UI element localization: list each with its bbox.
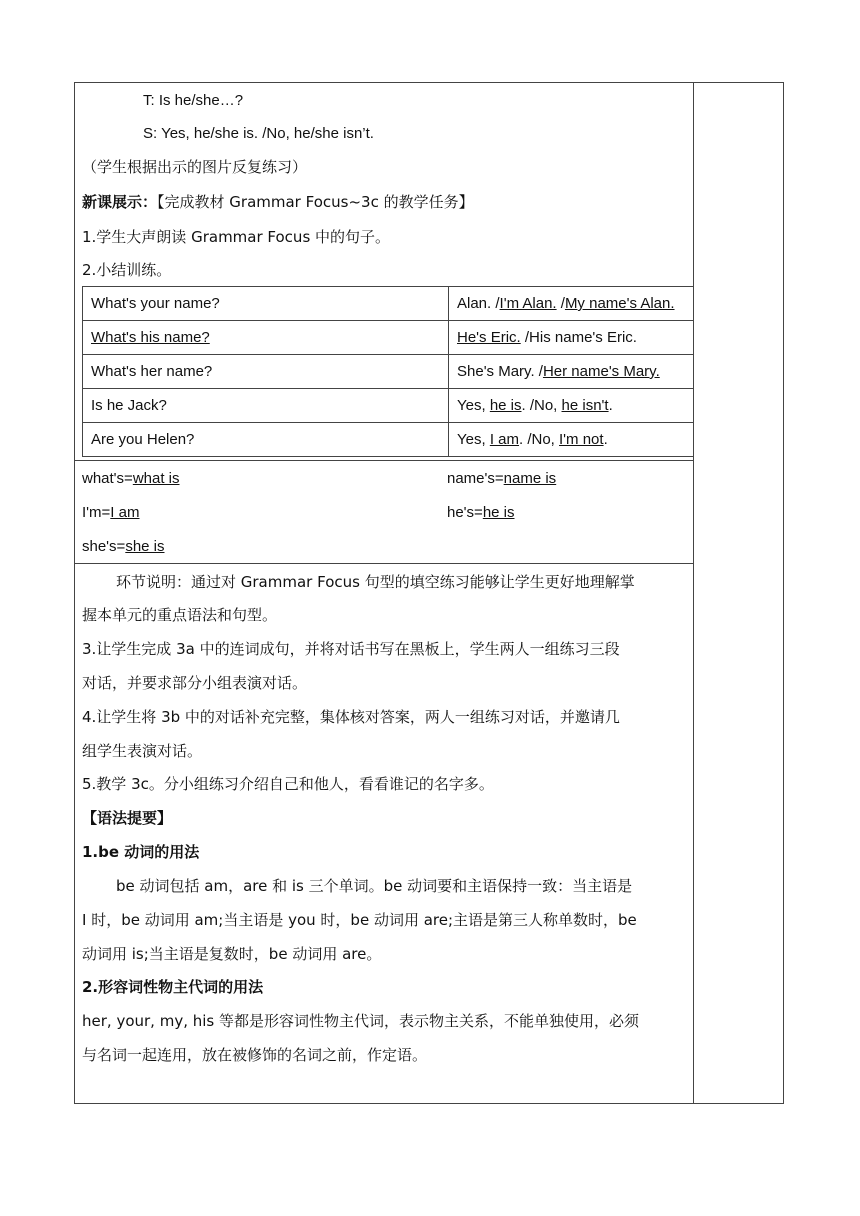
abbr-shes: she's=she is <box>82 538 165 555</box>
abbr-names: name's=name is <box>447 470 557 487</box>
question-cell <box>83 287 449 321</box>
column-divider <box>693 82 694 1104</box>
table-row <box>83 423 694 457</box>
be-verb-line-1: be 动词包括 am，are 和 is 三个单词。be 动词要和主语保持一致：当主语是 <box>116 877 633 895</box>
question-cell <box>83 423 449 457</box>
new-lesson-label: 新课展示： <box>82 193 158 211</box>
step-3-line-1: 3.让学生完成 3a 中的连词成句，并将对话书写在黑板上，学生两人一组练习三段 <box>82 640 620 658</box>
step-2: 2.小结训练。 <box>82 261 172 279</box>
be-verb-line-2: I 时，be 动词用 am;当主语是 you 时，be 动词用 are;主语是第三人称单数时，be <box>82 911 637 929</box>
summary-table <box>82 286 694 457</box>
cell-text: /His name's Eric. <box>520 329 637 346</box>
be-verb-line-3: 动词用 is;当主语是复数时，be 动词用 are。 <box>82 945 382 963</box>
step-4-line-1: 4.让学生将 3b 中的对话补充完整，集体核对答案，两人一组练习对话，并邀请几 <box>82 708 620 726</box>
question-cell <box>83 389 449 423</box>
underlined-answer: I'm Alan. <box>499 295 557 312</box>
cell-text: . /No, <box>521 397 562 414</box>
cell-text: She's Mary. / <box>457 363 543 380</box>
underlined-answer: My name's Alan. <box>564 295 675 312</box>
new-lesson-heading <box>82 192 474 212</box>
be-verb-title: 1.be 动词的用法 <box>82 843 200 861</box>
answer-cell <box>449 321 694 355</box>
cell-text: Yes, <box>457 397 490 414</box>
pronoun-line-1: her, your, my, his 等都是形容词性物主代词，表示物主关系，不能单独使用，必须 <box>82 1012 639 1030</box>
underlined-answer: I am <box>489 431 519 448</box>
table-row <box>83 389 694 423</box>
cell-text: Alan. / <box>457 295 500 312</box>
explanation-line-1: 环节说明：通过对 Grammar Focus 句型的填空练习能够让学生更好地理解掌 <box>116 573 635 591</box>
cell-text: Is he Jack? <box>91 397 167 414</box>
underlined-answer: I'm not <box>559 431 604 448</box>
step-1: 1.学生大声朗读 Grammar Focus 中的句子。 <box>82 228 391 246</box>
cell-text: . <box>603 431 608 448</box>
new-lesson-task: 【完成教材 Grammar Focus~3c 的教学任务】 <box>157 193 474 211</box>
step-5: 5.教学 3c。分小组练习介绍自己和他人，看看谁记的名字多。 <box>82 775 494 793</box>
table-row <box>83 321 694 355</box>
cell-text: . <box>608 397 613 414</box>
table-row <box>83 287 694 321</box>
step-3-line-2: 对话，并要求部分小组表演对话。 <box>82 674 308 692</box>
cell-text: What's your name? <box>91 295 220 312</box>
pronoun-title: 2.形容词性物主代词的用法 <box>82 978 264 996</box>
underlined-answer: What's his name? <box>91 329 210 346</box>
cell-text: Are you Helen? <box>91 431 195 448</box>
abbr-hes: he's=he is <box>447 504 515 521</box>
answer-cell <box>449 287 694 321</box>
abbr-bottom-rule <box>74 563 694 564</box>
underlined-answer: he is <box>489 397 522 414</box>
question-cell <box>83 355 449 389</box>
practice-note: （学生根据出示的图片反复练习） <box>82 158 308 176</box>
abbr-whats: what's=what is <box>82 470 180 487</box>
underlined-answer: he isn't <box>561 397 609 414</box>
question-cell <box>83 321 449 355</box>
answer-cell <box>449 423 694 457</box>
abbr-im: I'm=I am <box>82 504 140 521</box>
answer-cell <box>449 389 694 423</box>
underlined-answer: He's Eric. <box>457 329 521 346</box>
underlined-answer: Her name's Mary. <box>542 363 660 380</box>
cell-text: . /No, <box>519 431 560 448</box>
cell-text: What's her name? <box>91 363 213 380</box>
table-row <box>83 355 694 389</box>
step-4-line-2: 组学生表演对话。 <box>82 742 203 760</box>
table-bottom-rule <box>74 460 694 461</box>
grammar-heading: 【语法提要】 <box>82 809 173 827</box>
cell-text: / <box>556 295 565 312</box>
pronoun-line-2: 与名词一起连用，放在被修饰的名词之前，作定语。 <box>82 1046 428 1064</box>
cell-text: Yes, <box>457 431 490 448</box>
answer-cell <box>449 355 694 389</box>
explanation-line-2: 握本单元的重点语法和句型。 <box>82 606 278 624</box>
dialogue-teacher-line: T: Is he/she…? <box>143 92 244 109</box>
dialogue-student-line: S: Yes, he/she is. /No, he/she isn’t. <box>143 125 374 142</box>
